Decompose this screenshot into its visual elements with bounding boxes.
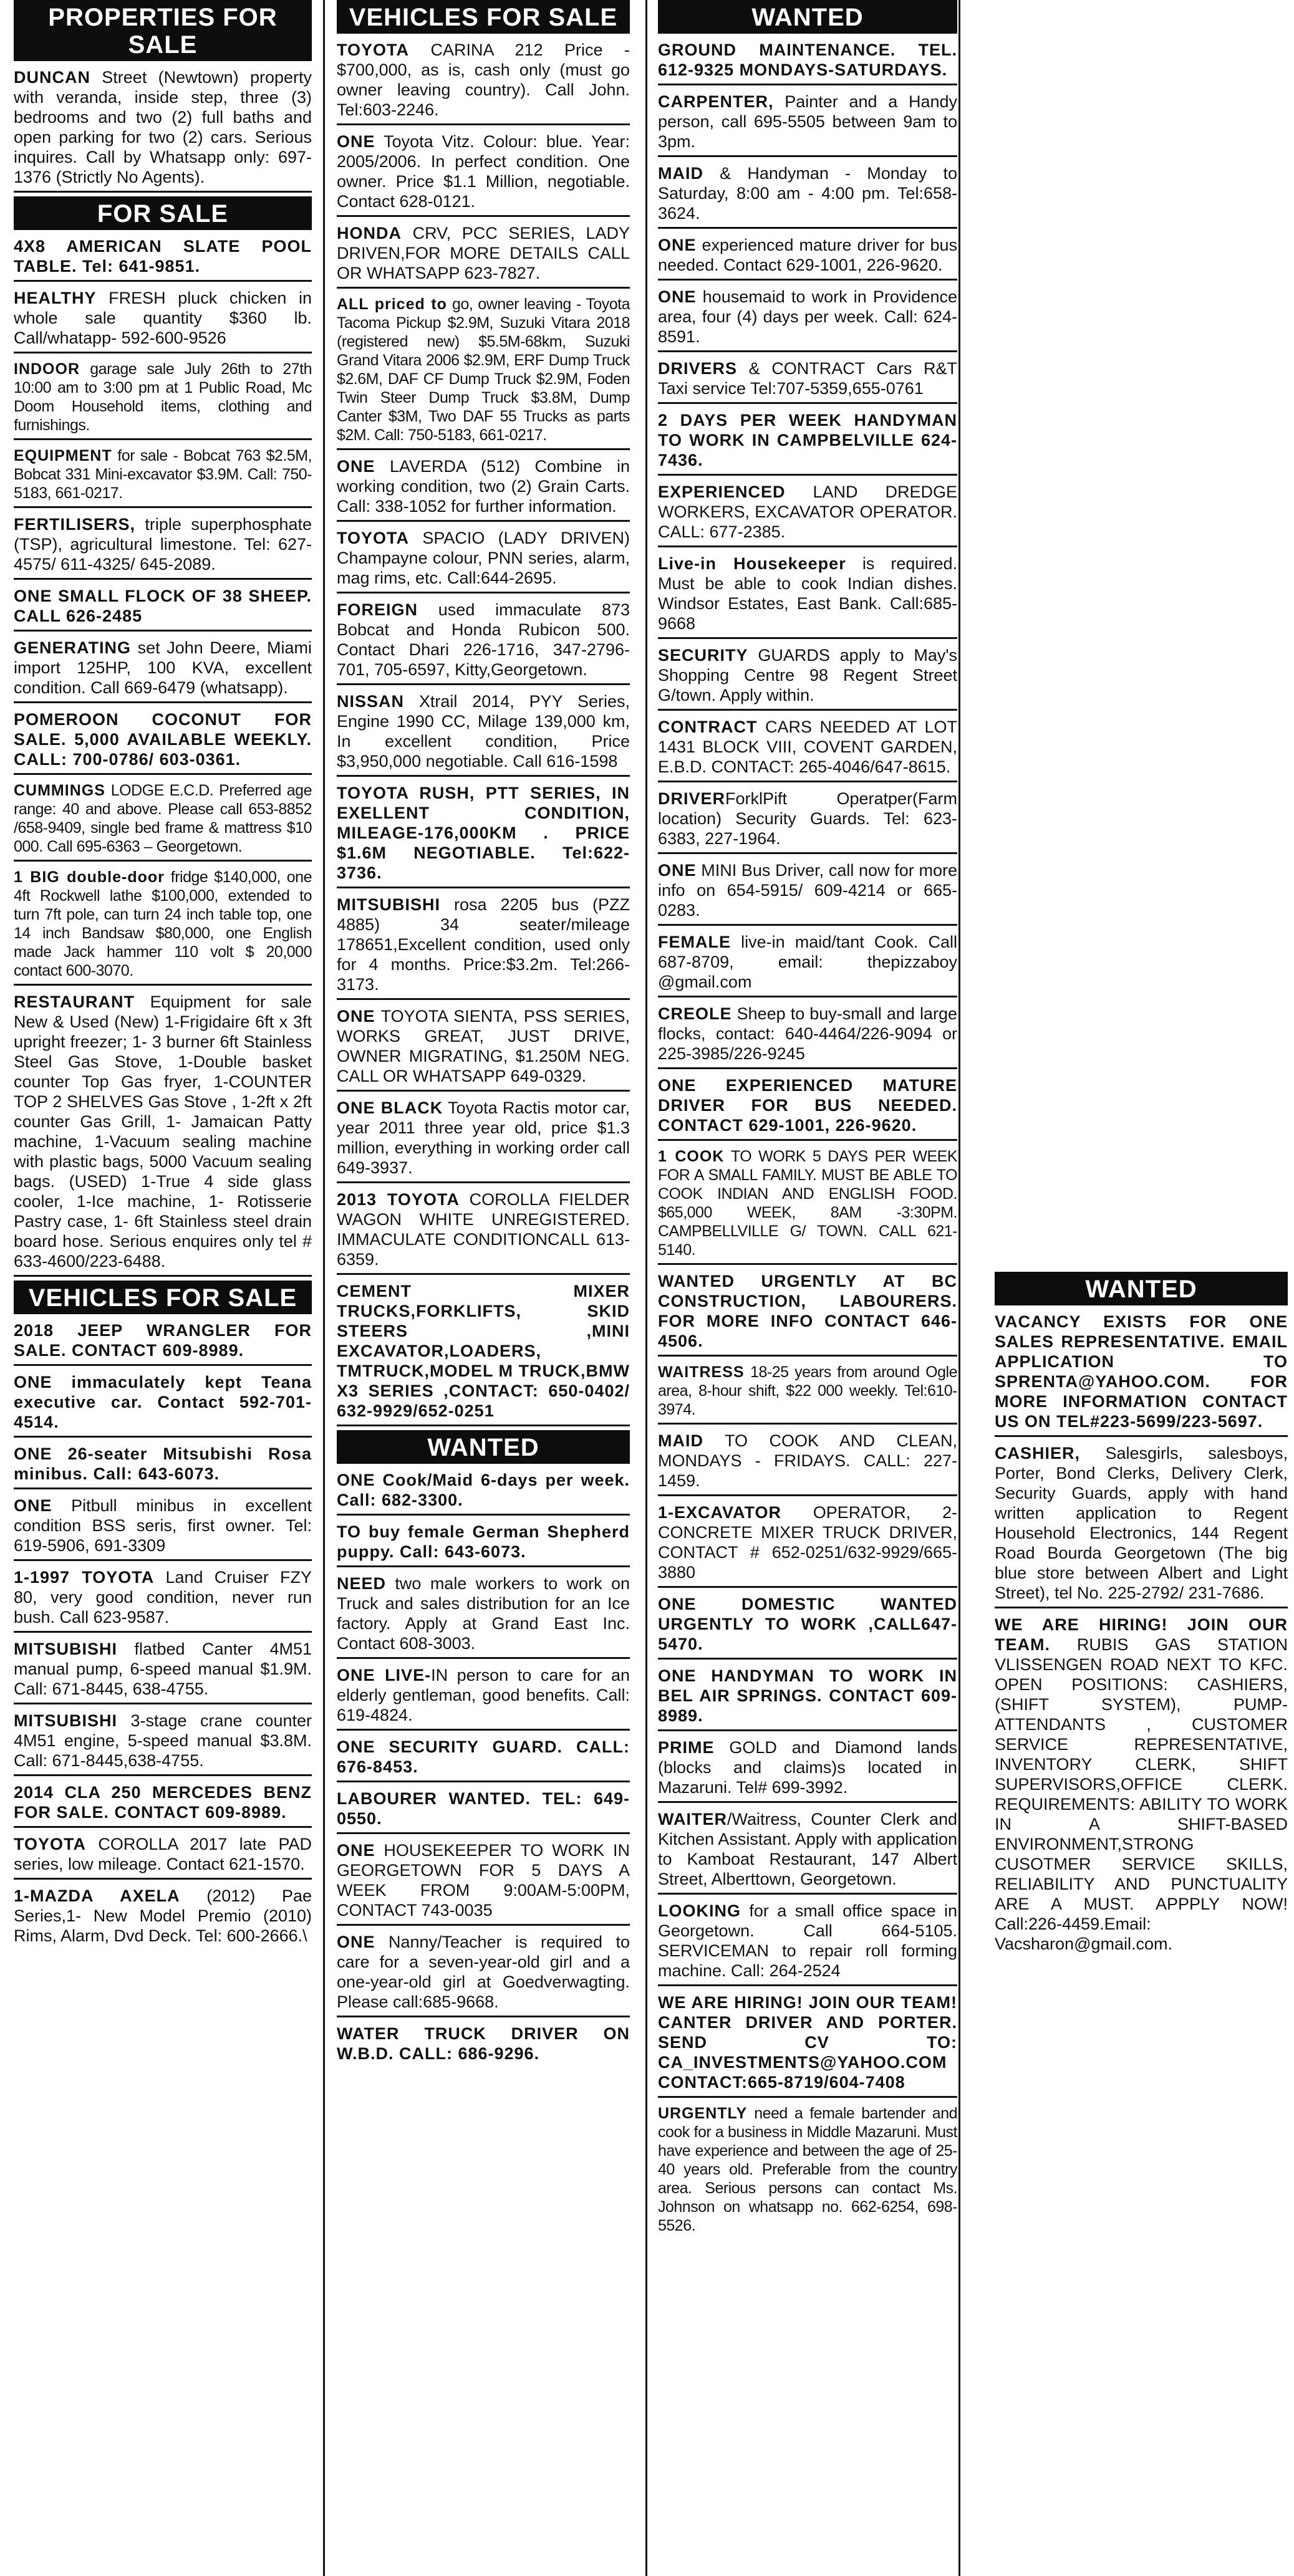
classified-ad xyxy=(337,597,630,685)
section-header: WANTED xyxy=(658,0,957,34)
column-2 xyxy=(337,0,630,2576)
ad-lead: ALL priced to xyxy=(337,296,447,313)
ad-lead: MAID xyxy=(658,164,703,183)
ad-body: garage sale July 26th to 27th 10:00 am to 3:00 pm at 1 Public Road, Mc Doom Household items, clothing and furnishings. xyxy=(14,360,312,434)
ad-lead: HONDA xyxy=(337,224,402,243)
ad-body: for sale - Bobcat 763 $2.5M, Bobcat 331 Mini-excavator $3.9M. Call: 750-5183, 661-0217. xyxy=(14,447,312,502)
ad-body: /Waitress, Counter Clerk and Kitchen Assistant. Apply with application to Kamboat Restaurant, 147 Albert Street, Alberttown, Georgetown. xyxy=(658,1810,957,1888)
ad-body: CARINA 212 Price - $700,000, as is, cash only (must go owner leaving country). Call John. Tel:603-2246. xyxy=(337,41,630,119)
ad-lead: WE ARE HIRING! JOIN OUR TEAM. xyxy=(995,1615,1288,1654)
section-header: VEHICLES FOR SALE xyxy=(14,1281,312,1314)
classified-ad xyxy=(14,512,312,580)
ad-body: TO WORK 5 DAYS PER WEEK FOR A SMALL FAMILY. MUST BE ABLE TO COOK INDIAN AND ENGLISH FOOD. $65,000 WEEK, 8AM -3:30PM. CAMPBELLVILLE G/ TOWN. CALL 621-5140. xyxy=(658,1148,957,1259)
classified-ad xyxy=(337,1734,630,1782)
classified-ad xyxy=(658,786,957,854)
classified-ad xyxy=(337,454,630,522)
classified-ad xyxy=(14,444,312,508)
ad-body: Sheep to buy-small and large flocks, contact: 640-4464/226-9094 or 225-3985/226-9245 xyxy=(658,1004,957,1063)
column-3 xyxy=(658,0,957,2576)
ad-body: two male workers to work on Truck and sales distribution for an Ice factory. Apply at Grand East Inc. Contact 608-3003. xyxy=(337,1574,630,1653)
ad-lead: ONE immaculately kept Teana executive car. Contact 592-701-4514. xyxy=(14,1373,312,1431)
ad-lead: DRIVERS xyxy=(658,359,738,378)
ad-lead: GENERATING xyxy=(14,638,132,657)
empty-space xyxy=(995,0,1288,1272)
classified-ad xyxy=(658,479,957,547)
ad-lead: EXPERIENCED xyxy=(658,483,786,501)
classified-ad xyxy=(337,1095,630,1183)
classified-ad xyxy=(14,1883,312,1949)
classified-ad xyxy=(658,1990,957,2098)
ad-lead: MITSUBISHI xyxy=(14,1640,118,1658)
classified-ad xyxy=(337,1930,630,2017)
ad-lead: CUMMINGS xyxy=(14,782,105,799)
ad-body: TO COOK AND CLEAN, MONDAYS - FRIDAYS. CALL: 227-1459. xyxy=(658,1431,957,1490)
classified-ad xyxy=(14,1370,312,1438)
ad-lead: WE ARE HIRING! JOIN OUR TEAM! CANTER DRIVER AND PORTER. SEND CV TO: CA_INVESTMENTS@YAHOO.COM CONTACT:665-8719/604-7408 xyxy=(658,1993,957,2092)
ad-lead: TOYOTA RUSH, PTT SERIES, IN EXELLENT CONDITION, MILEAGE-176,000KM . PRICE $1.6M NEGOTIABLE. xyxy=(337,784,630,862)
ad-body: triple superphosphate (TSP), agricultural limestone. Tel: 627-4575/ 611-4325/ 645-2089. xyxy=(14,515,312,574)
section-header: WANTED xyxy=(995,1272,1288,1305)
ad-lead: NISSAN xyxy=(337,692,405,711)
ad-lead: ONE HANDYMAN TO WORK IN BEL AIR SPRINGS. CONTACT 609-8989. xyxy=(658,1666,957,1725)
ad-body: go, owner leaving - Toyota Tacoma Pickup $2.9M, Suzuki Vitara 2018 (registered new) $5.5M-68km, Suzuki Grand Vitara 2006 $2.9M, ERF Dump Truck $2.6M, DAF CF Dump Truck $2.9M, Foden Twin Steer Dump Truck $3.8M, Dump Canter $3M, Two DAF 55 Trucks as parts $2M. Call: 750-5183, 661-0217. xyxy=(337,296,630,444)
classified-ad xyxy=(337,1663,630,1731)
classified-ad xyxy=(658,161,957,229)
ad-lead: ONE xyxy=(337,132,375,151)
ad-lead: FERTILISERS, xyxy=(14,515,136,534)
ad-lead: WAITER xyxy=(658,1810,727,1829)
classified-ad xyxy=(658,1269,957,1357)
ad-lead: ONE 26-seater Mitsubishi Rosa minibus. Call: 643-6073. xyxy=(14,1444,312,1483)
ad-body: is required. Must be able to cook Indian dishes. Windsor Estates, East Bank. Call:685-9668 xyxy=(658,554,957,633)
ad-body: GOLD and Diamond lands (blocks and claims)s located in Mazaruni. Tel# 699-3992. xyxy=(658,1738,957,1797)
classified-ad xyxy=(658,1360,957,1425)
ad-body: Toyota Vitz. Colour: blue. Year: 2005/2006. In perfect condition. One owner. Price $1.1 Million, negotiable. Contact 628-0121. xyxy=(337,132,630,211)
classified-ad xyxy=(337,1279,630,1426)
ad-body: SPACIO (LADY DRIVEN) Champayne colour, PNN series, alarm, mag rims, etc. Call:644-2695. xyxy=(337,529,630,587)
ad-body: MINI Bus Driver, call now for more info on 654-5915/ 609-4214 or 665-0283. xyxy=(658,861,957,920)
ad-body: Pitbull minibus in excellent condition BSS seris, first owner. Tel: 619-5906, 691-3309 xyxy=(14,1496,312,1555)
ad-body: TOYOTA SIENTA, PSS SERIES, WORKS GREAT, JUST DRIVE, OWNER MIGRATING, $1.250M NEG. CALL OR WHATSAPP 649-0329. xyxy=(337,1007,630,1085)
ad-lead: HEALTHY xyxy=(14,289,97,307)
classified-ad xyxy=(14,357,312,440)
ad-lead: URGENTLY xyxy=(658,2105,748,2122)
classified-ad xyxy=(14,865,312,986)
classified-ad xyxy=(995,1612,1288,1958)
ad-body: FRESH pluck chicken in whole sale quantity $360 lb. Call/whatapp- 592-600-9526 xyxy=(14,289,312,347)
ad-body: experienced mature driver for bus needed. Contact 629-1001, 226-9620. xyxy=(658,236,957,274)
classified-ad xyxy=(14,65,312,193)
ad-body: & CONTRACT Cars R&T Taxi service Tel:707-5359,655-0761 xyxy=(658,359,957,398)
ad-body: Xtrail 2014, PYY Series, Engine 1990 CC, Milage 139,000 km, In excellent condition, Price $3,950,000 negotiable. Call 616-1598 xyxy=(337,692,630,771)
ad-lead: SECURITY xyxy=(658,646,748,665)
classified-ad xyxy=(658,1592,957,1660)
classified-ad xyxy=(995,1441,1288,1608)
section-header: VEHICLES FOR SALE xyxy=(337,0,630,34)
ad-lead: ONE BLACK xyxy=(337,1098,443,1117)
classified-ad xyxy=(14,779,312,862)
ad-lead: PRIME xyxy=(658,1738,715,1757)
classified-ad xyxy=(658,643,957,711)
classified-ad xyxy=(14,989,312,1277)
ad-lead: CREOLE xyxy=(658,1004,732,1023)
classified-ad xyxy=(658,1428,957,1496)
classified-ad xyxy=(337,292,630,450)
section-header: PROPERTIES FOR SALE xyxy=(14,0,312,61)
classified-ad xyxy=(14,1565,312,1633)
ad-lead: FEMALE xyxy=(658,933,731,951)
classified-ad xyxy=(337,221,630,289)
ad-lead: EQUIPMENT xyxy=(14,447,112,464)
ad-lead: ONE xyxy=(337,1007,375,1026)
classified-ad xyxy=(337,1786,630,1834)
classified-ad xyxy=(658,1145,957,1265)
classified-ad xyxy=(337,781,630,888)
ad-lead: 1-MAZDA AXELA xyxy=(14,1886,180,1905)
classified-ad xyxy=(658,284,957,352)
ad-lead: DRIVER xyxy=(658,789,726,808)
ad-lead: ONE xyxy=(337,1933,375,1951)
ad-lead: 4X8 AMERICAN SLATE POOL TABLE. Tel: 641-9851. xyxy=(14,237,312,276)
ad-body: CRV, PCC SERIES, LADY DRIVEN,FOR MORE DETAILS CALL OR WHATSAPP 623-7827. xyxy=(337,224,630,282)
classified-ad xyxy=(658,930,957,997)
ad-lead: LABOURER WANTED. TEL: 649-0550. xyxy=(337,1789,630,1828)
classified-ad xyxy=(14,1708,312,1776)
ad-lead: MITSUBISHI xyxy=(337,895,441,914)
ad-lead: DUNCAN xyxy=(14,68,90,87)
ad-lead: RESTAURANT xyxy=(14,992,135,1011)
ad-lead: VACANCY EXISTS FOR ONE SALES REPRESENTATIVE. EMAIL APPLICATION TO SPRENTA@YAHOO.COM. FOR MORE INFORMATION CONTACT US ON TEL#223-5699/223-5697. xyxy=(995,1312,1288,1431)
ad-lead: ONE xyxy=(14,1496,52,1515)
classified-ad xyxy=(14,1493,312,1561)
classified-ad xyxy=(14,1441,312,1489)
ad-body: IN person to care for an elderly gentleman, good benefits. Call: 619-4824. xyxy=(337,1666,630,1724)
ad-lead: ONE xyxy=(337,457,375,476)
ad-body: Salesgirls, salesboys, Porter, Bond Clerks, Delivery Clerk, Security Guards, apply with hand written application to Regent Household Electronics, 144 Regent Road Bourda Georgetown (The big blue store between Albert and Light Street), tel No. 225-2792/ 231-7686. xyxy=(995,1444,1288,1602)
classified-ad xyxy=(14,234,312,282)
ad-body: set John Deere, Miami import 125HP, 100 KVA, excellent condition. Call 669-6479 (whatsapp). xyxy=(14,638,312,697)
ad-lead: ONE SMALL FLOCK OF 38 SHEEP. CALL 626-2485 xyxy=(14,587,312,625)
classified-ad xyxy=(337,892,630,1000)
ad-body: fridge $140,000, one 4ft Rockwell lathe $100,000, extended to turn 7ft pole, can turn 24 inch table top, one 14 inch Bandsaw $80,000, one English made Jack hammer 110 volt $ 20,000 contact 600-3070. xyxy=(14,868,312,979)
ad-body: LAND DREDGE WORKERS, EXCAVATOR OPERATOR. CALL: 677-2385. xyxy=(658,483,957,541)
classified-ad xyxy=(658,89,957,157)
classified-ad xyxy=(14,1832,312,1880)
ad-body: (2012) Pae Series,1- New Model Premio (2010) Rims, Alarm, Dvd Deck. Tel: 600-2666.\ xyxy=(14,1886,312,1945)
ad-lead: ONE xyxy=(337,1841,375,1860)
ad-body: ForklPift Operatper(Farm location) Security Guards. Tel: 623-6383, 227-1964. xyxy=(658,789,957,848)
ad-body: 18-25 years from around Ogle area, 8-hour shift, $22 000 weekly. Tel:610-3974. xyxy=(658,1363,957,1418)
classified-ad xyxy=(658,356,957,404)
classified-ad xyxy=(337,1468,630,1516)
ad-body: housemaid to work in Providence area, four (4) days per week. Call: 624-8591. xyxy=(658,287,957,346)
ad-body: Toyota Ractis motor car, year 2011 three year old, price $1.3 million, everything in working order call 649-3937. xyxy=(337,1098,630,1177)
classified-ad xyxy=(658,1735,957,1803)
ad-lead: 2013 TOYOTA xyxy=(337,1190,460,1209)
classified-ad xyxy=(658,37,957,85)
section-header: WANTED xyxy=(337,1430,630,1464)
ad-body: Nanny/Teacher is required to care for a seven-year-old girl and a one-year-old girl at Goedverwagting. Please call:685-9668. xyxy=(337,1933,630,2011)
ad-lead: ONE xyxy=(658,236,697,254)
classified-ad xyxy=(337,129,630,217)
ad-lead: TO buy female German Shepherd puppy. Call: 643-6073. xyxy=(337,1522,630,1561)
classified-ad xyxy=(658,1500,957,1588)
classified-ad xyxy=(14,584,312,632)
classified-ad xyxy=(337,526,630,594)
classified-ad xyxy=(658,858,957,926)
classified-ad xyxy=(658,1663,957,1731)
ad-lead: TOYOTA xyxy=(337,529,410,547)
ad-body: OPERATOR, 2- CONCRETE MIXER TRUCK DRIVER, CONTACT # 652-0251/632-9929/665-3880 xyxy=(658,1503,957,1582)
classified-ad xyxy=(658,1898,957,1986)
column-divider xyxy=(958,0,960,2576)
ad-body: LAVERDA (512) Combine in working condition, two (2) Grain Carts. Call: 338-1052 for further information. xyxy=(337,457,630,516)
ad-lead: 1 BIG double-door xyxy=(14,868,165,886)
ad-body: CARS NEEDED AT LOT 1431 BLOCK VIII, COVENT GARDEN, E.B.D. CONTACT: 265-4046/647-8615. xyxy=(658,718,957,776)
ad-lead: TOYOTA xyxy=(337,41,410,59)
ad-body: HOUSEKEEPER TO WORK IN GEORGETOWN FOR 5 DAYS A WEEK FROM 9:00AM-5:00PM, CONTACT 743-0035 xyxy=(337,1841,630,1920)
ad-lead: ONE DOMESTIC WANTED URGENTLY TO WORK ,CALL647-5470. xyxy=(658,1595,957,1653)
ad-body: Painter and a Handy person, call 695-5505 between 9am to 3pm. xyxy=(658,92,957,151)
ad-lead: GROUND MAINTENANCE. TEL. 612-9325 MONDAYS-SATURDAYS. xyxy=(658,41,957,79)
ad-lead: ONE xyxy=(658,861,697,880)
classified-ad xyxy=(337,689,630,777)
column-divider xyxy=(323,0,325,2576)
ad-body: LODGE E.C.D. Preferred age range: 40 and above. Please call 653-8852 /658-9409, single bed frame & mattress $10 000. Call 695-6363 – Georgetown. xyxy=(14,782,312,855)
ad-lead: ONE EXPERIENCED MATURE DRIVER FOR BUS NEEDED. CONTACT 629-1001, 226-9620. xyxy=(658,1076,957,1135)
classified-ad xyxy=(658,1073,957,1141)
ad-body: Land Cruiser FZY 80, very good condition, never run bush. Call 623-9587. xyxy=(14,1568,312,1627)
classified-ad xyxy=(14,707,312,775)
ad-body: Street (Newtown) property with veranda, inside step, three (3) bedrooms and two (2) full baths and open parking for two (2) cars. Serious inquires. Call by Whatsapp only: 697-1376 (Strictly No Agents). xyxy=(14,68,312,186)
ad-lead: 2014 CLA 250 MERCEDES BENZ FOR SALE. CONTACT 609-8989. xyxy=(14,1783,312,1822)
classified-ad xyxy=(14,1318,312,1366)
classified-ad xyxy=(337,1187,630,1275)
ad-lead: POMEROON COCONUT FOR SALE. 5,000 AVAILABLE WEEKLY. CALL: 700-0786/ 603-0361. xyxy=(14,710,312,769)
classified-ad xyxy=(337,1838,630,1926)
ad-lead: CARPENTER, xyxy=(658,92,774,111)
ad-lead: WAITRESS xyxy=(658,1363,745,1381)
ad-body: COROLLA FIELDER WAGON WHITE UNREGISTERED. IMMACULATE CONDITIONCALL 613-6359. xyxy=(337,1190,630,1269)
classified-ad xyxy=(337,1571,630,1659)
ad-lead: MITSUBISHI xyxy=(14,1711,118,1730)
ad-body: 3-stage crane counter 4M51 engine, 5-speed manual $3.8M. Call: 671-8445,638-4755. xyxy=(14,1711,312,1770)
ad-body: Equipment for sale New & Used (New) 1-Frigidaire 6ft x 3ft upright freezer; 1- 3 burner 6ft Stainless Steel Gas Stove, 1-Double basket counter Top Gas fryer, 1-COUNTER TOP 2 SHELVES Gas Stove , 1-2ft x 2ft counter Gas Grill, 1- Jamaican Patty machine, 1-Vacuum sealing machine with plastic bags, 5000 Vacuum sealing bags. (USED) 1-True 4 side glass cooler, 1-Ice machine, 1- Rotisserie Pastry case, 1- 6ft Stainless steel drain board hose. Serious enquires only tel # 633-4600/223-6488. xyxy=(14,992,312,1271)
ad-body: for a small office space in Georgetown. Call 664-5105. SERVICEMAN to repair roll forming machine. Call: 264-2524 xyxy=(658,1901,957,1980)
ad-lead: ONE LIVE- xyxy=(337,1666,432,1684)
ad-body: flatbed Canter 4M51 manual pump, 6-speed manual $1.9M. Call: 671-8445, 638-4755. xyxy=(14,1640,312,1698)
ad-lead: 2018 JEEP WRANGLER FOR SALE. CONTACT 609-8989. xyxy=(14,1321,312,1360)
ad-body: & Handyman - Monday to Saturday, 8:00 am - 4:00 pm. Tel:658-3624. xyxy=(658,164,957,223)
ad-body: rosa 2205 bus (PZZ 4885) 34 seater/mileage 178651,Excellent condition, used only for 4 months. Price:$3.2m. Tel:266-3173. xyxy=(337,895,630,994)
ad-lead: 1-EXCAVATOR xyxy=(658,1503,782,1522)
classified-ad xyxy=(658,714,957,782)
ad-lead: WATER TRUCK DRIVER ON W.B.D. CALL: 686-9296. xyxy=(337,2024,630,2063)
classified-ad xyxy=(658,2102,957,2239)
ad-lead: CEMENT MIXER TRUCKS,FORKLIFTS, SKID STEERS ,MINI EXCAVATOR,LOADERS, TMTRUCK,MODEL M TRUCK,BMW X3 SERIES ,CONTACT: 650-0402/ 632-9929/652-0251 xyxy=(337,1282,630,1420)
ad-lead: LOOKING xyxy=(658,1901,741,1920)
ad-lead: MAID xyxy=(658,1431,703,1450)
ad-lead: ONE SECURITY GUARD. CALL: 676-8453. xyxy=(337,1737,630,1776)
ad-body: COROLLA 2017 late PAD series, low mileage. Contact 621-1570. xyxy=(14,1835,312,1873)
ad-lead: NEED xyxy=(337,1574,387,1593)
ad-lead: FOREIGN xyxy=(337,600,418,619)
ad-lead: Live-in Housekeeper xyxy=(658,554,846,573)
ad-body: GUARDS apply to May's Shopping Centre 98 Regent Street G/town. Apply within. xyxy=(658,646,957,704)
column-4 xyxy=(995,0,1288,2576)
classified-ad xyxy=(658,1001,957,1069)
classified-ad xyxy=(14,1780,312,1828)
classified-ad xyxy=(658,1807,957,1895)
classified-ad xyxy=(658,233,957,281)
classified-ad xyxy=(337,1519,630,1567)
ad-body: used immaculate 873 Bobcat and Honda Rubicon 500. Contact Dhari 226-1716, 347-2796-701, 705-6597, Kitty,Georgetown. xyxy=(337,600,630,679)
classified-ad xyxy=(658,408,957,476)
ad-body: need a female bartender and cook for a business in Middle Mazaruni. Must have experience and between the age of 25-40 years old. Preferable from the country area. Serious persons can contact Ms. Johnson on whatsapp no. 662-6254, 698-5526. xyxy=(658,2105,957,2234)
column-divider xyxy=(645,0,647,2576)
ad-lead: 1 COOK xyxy=(658,1148,725,1165)
classified-ad xyxy=(337,37,630,125)
classified-ad xyxy=(14,635,312,703)
column-1 xyxy=(14,0,312,2576)
ad-lead: WANTED URGENTLY AT BC CONSTRUCTION, LABOURERS. FOR MORE INFO CONTACT 646-4506. xyxy=(658,1272,957,1350)
classified-ad xyxy=(658,551,957,639)
ad-lead: CONTRACT xyxy=(658,718,758,736)
section-header: FOR SALE xyxy=(14,196,312,230)
classified-ad xyxy=(14,286,312,353)
ad-body: RUBIS GAS STATION VLISSENGEN ROAD NEXT TO KFC. OPEN POSITIONS: CASHIERS, (SHIFT SYSTEM), PUMP-ATTENDANTS , CUSTOMER SERVICE REPRESENTATIVE, INVENTORY CLERK, SHIFT SUPERVISORS,OFFICE CLERK. REQUIREMENTS: ABILITY TO WORK IN A SHIFT-BASED ENVIRONMENT,STRONG CUSOTMER SERVICE SKILLS, RELIABILITY AND PUNCTUALITY ARE A MUST. APPPLY NOW! Call:226-4459.Email: Vacsharon@gmail.com. xyxy=(995,1635,1288,1953)
classified-ad xyxy=(14,1636,312,1704)
ad-lead: INDOOR xyxy=(14,360,80,378)
ad-body: live-in maid/tant Cook. Call 687-8709, email: thepizzaboy @gmail.com xyxy=(658,933,957,991)
ad-lead: 2 DAYS PER WEEK HANDYMAN TO WORK IN CAMPBELVILLE 624-7436. xyxy=(658,411,957,469)
classified-ad xyxy=(337,1004,630,1092)
ad-lead: ONE Cook/Maid 6-days per week. Call: 682-3300. xyxy=(337,1471,630,1509)
ad-body: Tel:622-3736. xyxy=(337,843,630,882)
classified-ad xyxy=(337,2021,630,2067)
ad-lead: 1-1997 TOYOTA xyxy=(14,1568,155,1587)
ad-lead: CASHIER, xyxy=(995,1444,1081,1463)
ad-lead: ONE xyxy=(658,287,697,306)
classified-ad xyxy=(995,1309,1288,1437)
ad-lead: TOYOTA xyxy=(14,1835,87,1853)
